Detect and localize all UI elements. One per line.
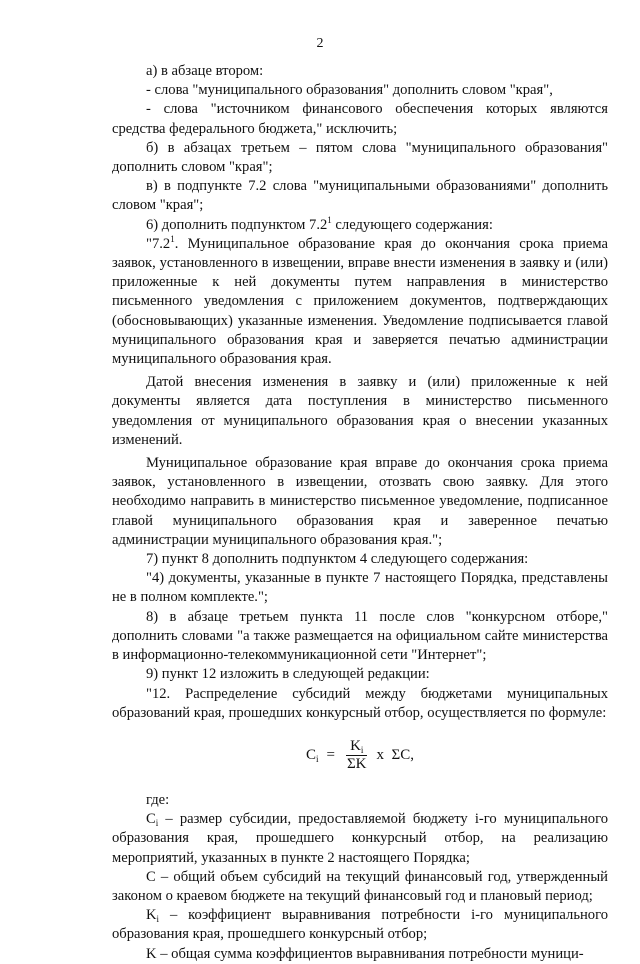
paragraph-b: б) в абзацах третьем – пятом слова "муниципального образования" дополнить словом "края";	[112, 139, 608, 176]
paragraph-a-item-1: - слова "муниципального образования" дополнить словом "края",	[146, 82, 553, 99]
paragraph-a-item-2: - слова "источником финансового обеспечения которых являются средства федерального бюджета," исключить;	[112, 101, 608, 137]
document-body	[112, 62, 608, 964]
paragraph-7: 7) пункт 8 дополнить подпунктом 4 следующего содержания:	[146, 551, 529, 568]
formula-equals: =	[326, 747, 335, 764]
paragraph-7-2-1: "$7.2^1$. Муниципальное образование края до окончания срока приема заявок, установленного в извещении, вправе внести изменения в заявку и (или) приложенные к ней документы путем направления в министерство письменного уведомления с приложением документов, подтверждающих (обосновывающих) указанные изменения. Уведомление подписывается главой муниципального образования края и заверяется печатью администрации муниципального образования края.	[112, 233, 608, 368]
formula-rhs: x ΣC,	[376, 747, 415, 764]
definition-ci: $C_i$ – размер субсидии, предоставляемой бюджету i-го муниципального образования края, прошедшего конкурсный отбор, на реализацию мероприятий, указанных в пункте 2 настоящего Порядка;	[112, 811, 608, 866]
paragraph-9: 9) пункт 12 изложить в следующей редакции:	[146, 666, 430, 683]
paragraph-7-item-4: "4) документы, указанные в пункте 7 настоящего Порядка, представлены не в полном комплекте.";	[112, 570, 608, 606]
formula-fraction	[343, 738, 371, 773]
formula-denominator: ΣK	[346, 756, 367, 773]
paragraph-8: 8) в абзаце третьем пункта 11 после слов "конкурсном отборе," дополнить словами "а также размещается на официальном сайте министерства в информационно-телекоммуникационной сети "Интернет";	[112, 608, 608, 664]
formula-numerator: $K_i$	[346, 738, 367, 756]
paragraph-12: "12. Распределение субсидий между бюджетами муниципальных образований края, прошедших конкурсный отбор, осуществляется по формуле:	[112, 685, 608, 721]
definition-c: C – общий объем субсидий на текущий финансовый год, утвержденный законом о краевом бюджете на текущий финансовый год и плановый период;	[112, 868, 608, 904]
paragraph-v: в) в подпункте 7.2 слова "муниципальными образованиями" дополнить словом "края";	[112, 178, 608, 214]
paragraph-withdraw: Муниципальное образование края вправе до окончания срока приема заявок, установленного в извещении, отозвать свою заявку. Для этого необходимо направить в министерство письменное уведомление, подписанное главой муниципального образования края и заверенное печатью администрации муниципального образования края.";	[112, 455, 608, 548]
where-label: где:	[146, 791, 170, 808]
paragraph-6: 6) дополнить подпунктом $7.2^1$ следующего содержания:	[146, 214, 493, 233]
subsidy-formula	[112, 735, 608, 777]
page-number: 2	[316, 36, 324, 51]
definition-k: K – общая сумма коэффициентов выравнивания потребности муници-	[146, 945, 584, 962]
paragraph-change-date: Датой внесения изменения в заявку и (или) приложенные к ней документы является дата поступления в министерство письменного уведомления от муниципального образования края о внесении указанных изменений.	[112, 374, 608, 448]
formula-lhs: $C_i$	[305, 747, 319, 765]
definition-ki: $K_i$ – коэффициент выравнивания потребности i-го муниципального образования края, прошедшего конкурсный отбор;	[112, 907, 608, 943]
paragraph-a: а) в абзаце втором:	[146, 63, 264, 79]
